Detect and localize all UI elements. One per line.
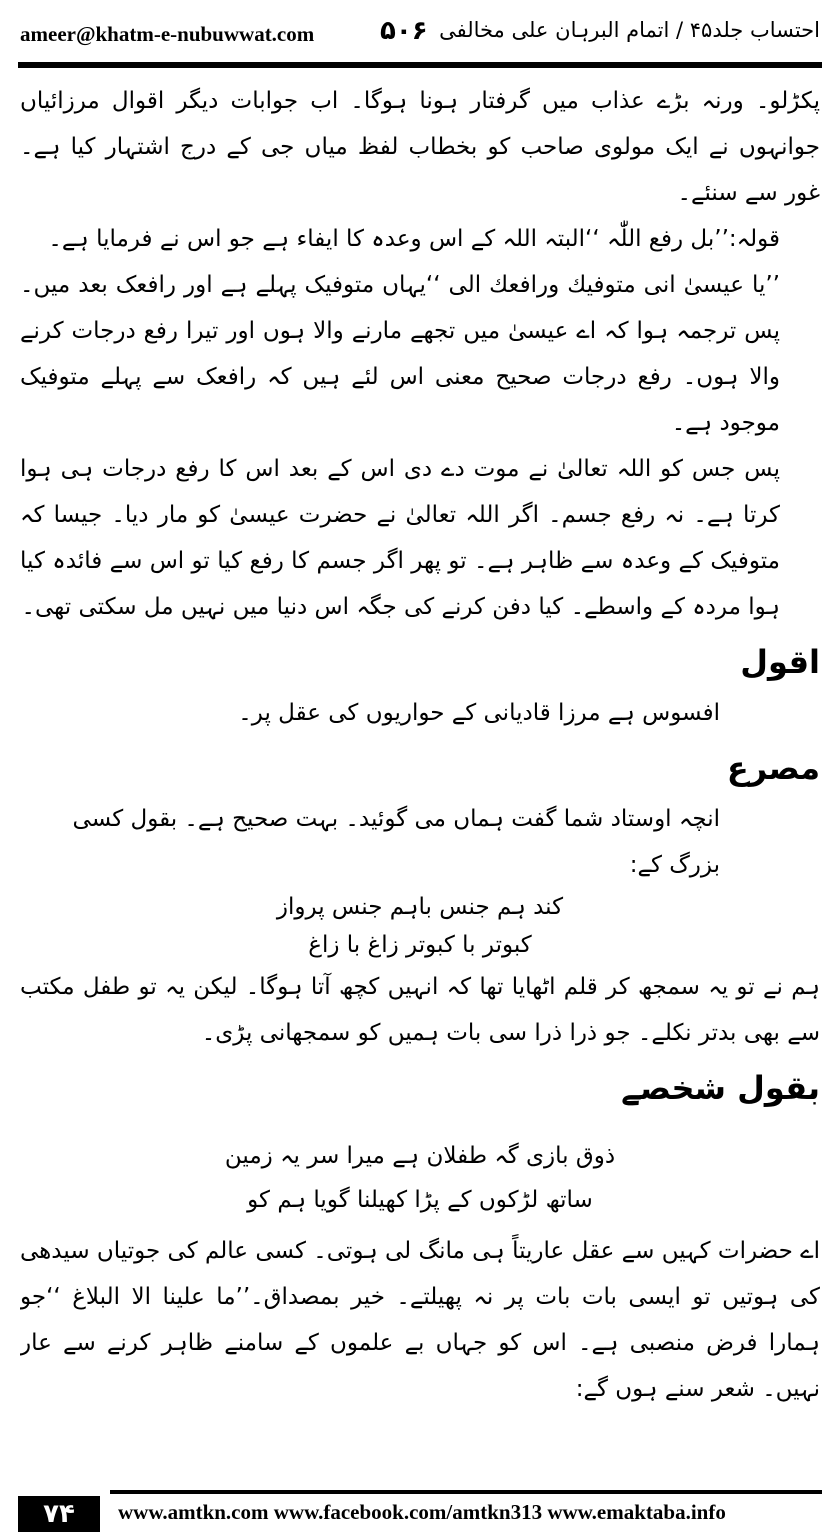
- heading-baqaul-shakhsay: بقول شخصے: [621, 1069, 820, 1107]
- page-header: [0, 0, 840, 64]
- paragraph-8: اے حضرات کہیں سے عقل عاریتاً ہی مانگ لی ہوتی۔ کسی عالم کی جوتیاں سیدھی کی ہوتیں تو ایسی بات بات پر نہ پھیلتے۔ خیر بمصداق۔’’ما علینا الا البلاغ ‘‘جو ہمارا فرض منصبی ہے۔ اس کو جہاں بے علموں کے سامنے ظاہر کرنے سے عار نہیں۔ شعر سنے ہوں گے:: [20, 1238, 820, 1402]
- heading-aqoolu: اقول: [740, 643, 820, 681]
- footer-urls[interactable]: www.amtkn.com www.facebook.com/amtkn313 www.emaktaba.info: [118, 1500, 726, 1524]
- footer-rule: [110, 1490, 822, 1494]
- page-body: [20, 78, 820, 1468]
- urdu-couplet: [160, 1134, 680, 1222]
- persian-couplet: [230, 888, 610, 964]
- header-email[interactable]: ameer@khatm-e-nubuwwat.com: [20, 22, 315, 46]
- paragraph-7: ہم نے تو یہ سمجھ کر قلم اٹھایا تھا کہ انہیں کچھ آتا ہوگا۔ لیکن یہ تو طفل مکتب سے بھی بدتر نکلے۔ جو ذرا ذرا سی بات ہمیں کو سمجھانی پڑی۔: [20, 974, 820, 1046]
- paragraph-1: پکڑلو۔ ورنہ بڑے عذاب میں گرفتار ہونا ہوگا۔ اب جوابات دیگر اقوال مرزائیاں جوانہوں نے ایک مولوی صاحب کو بخطاب لفظ میاں جی کے درج اشتہار کیا ہے۔ غور سے سنئے۔: [20, 88, 820, 206]
- paragraph-qoulahu: قولہ:’’بل رفع اللّٰہ ‘‘البتہ اللہ کے اس وعدہ کا ایفاء ہے جو اس نے فرمایا ہے۔: [48, 226, 780, 252]
- header-rule: [18, 62, 822, 68]
- couplet-line-1: کند ہم جنس باہم جنس پرواز: [276, 894, 564, 920]
- paragraph-4: پس جس کو اللہ تعالیٰ نے موت دے دی اس کے بعد اس کا رفع درجات ہی ہوا کرتا ہے۔ نہ رفع جسم۔ اگر اللہ تعالیٰ نے حضرت عیسیٰ کو مار دیا۔ جیسا کہ متوفیک کے وعدہ سے ظاہر ہے۔ تو پھر اگر جسم کا رفع کیا تو اس سے فائدہ کیا ہوا مردہ کے واسطے۔ کیا دفن کرنے کی جگہ اس دنیا میں نہیں مل سکتی تھی۔: [20, 456, 780, 620]
- heading-misra: مصرع: [726, 749, 820, 787]
- urdu-couplet-line-2: ساتھ لڑکوں کے پڑا کھیلنا گویا ہم کو: [247, 1187, 593, 1213]
- folio-number: ۷۴: [18, 1496, 100, 1532]
- paragraph-5: افسوس ہے مرزا قادیانی کے حواریوں کی عقل پر۔: [238, 700, 720, 726]
- paragraph-quran-verse: ’’یا عیسیٰ انی متوفیك ورافعك الی ‘‘یہاں متوفیک پہلے ہے اور رافعک بعد میں۔ پس ترجمہ ہوا کہ اے عیسیٰ میں تجھے مارنے والا ہوں اور تیرا رفع درجات کرنے والا ہوں۔ رفع درجات صحیح معنی اس لئے ہیں کہ رافعک سے پہلے متوفیک موجود ہے۔: [20, 272, 780, 436]
- couplet-line-2: کبوتر با کبوتر زاغ با زاغ: [308, 932, 532, 958]
- urdu-couplet-line-1: ذوق بازی گہ طفلان ہے میرا سر یہ زمین: [224, 1143, 616, 1169]
- paragraph-6: انچہ اوستاد شما گفت ہماں می گوئید۔ بہت صحیح ہے۔ بقول کسی بزرگ کے:: [72, 806, 720, 878]
- page-footer: [0, 1490, 840, 1540]
- running-title: احتساب جلد۴۵ / اتمام البرہان علی مخالفی: [439, 18, 820, 42]
- page-number: ۵۰۶: [380, 16, 428, 46]
